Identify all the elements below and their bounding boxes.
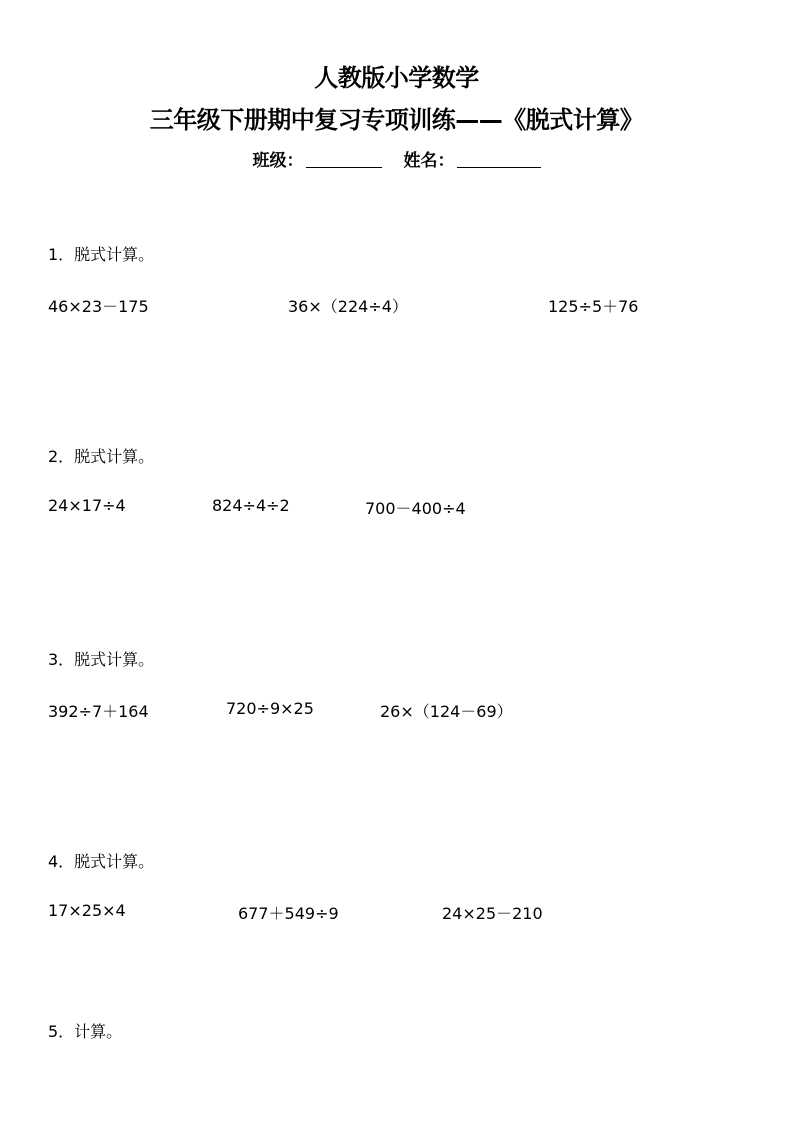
question-1-expression-2: 36×（224÷4）: [288, 297, 408, 316]
worksheet-title: 人教版小学数学: [314, 64, 479, 92]
question-2-expression-3: 700－400÷4: [365, 499, 466, 518]
question-4-expression-1: 17×25×4: [48, 901, 126, 920]
question-3-expression-2: 720÷9×25: [226, 699, 314, 718]
class-blank[interactable]: [306, 151, 382, 168]
student-info-line: [0, 146, 793, 171]
worksheet-subtitle: 三年级下册期中复习专项训练——《脱式计算》: [149, 106, 644, 134]
question-2-expression-1: 24×17÷4: [48, 496, 126, 515]
question-3-expression-3: 26×（124－69）: [380, 702, 513, 721]
question-2-heading: 2．脱式计算。: [48, 447, 155, 466]
question-1-expression-3: 125÷5＋76: [548, 297, 639, 316]
question-5-heading: 5．计算。: [48, 1022, 123, 1041]
question-4-heading: 4．脱式计算。: [48, 852, 155, 871]
question-4-expression-2: 677＋549÷9: [238, 904, 339, 923]
question-3-heading: 3．脱式计算。: [48, 650, 155, 669]
class-label: 班级：: [252, 151, 304, 171]
question-1-expression-1: 46×23－175: [48, 297, 149, 316]
question-4-expression-3: 24×25－210: [442, 904, 543, 923]
name-label: 姓名：: [403, 151, 455, 171]
question-3-expression-1: 392÷7＋164: [48, 702, 149, 721]
name-blank[interactable]: [457, 151, 541, 168]
question-2-expression-2: 824÷4÷2: [212, 496, 290, 515]
question-1-heading: 1．脱式计算。: [48, 245, 155, 264]
